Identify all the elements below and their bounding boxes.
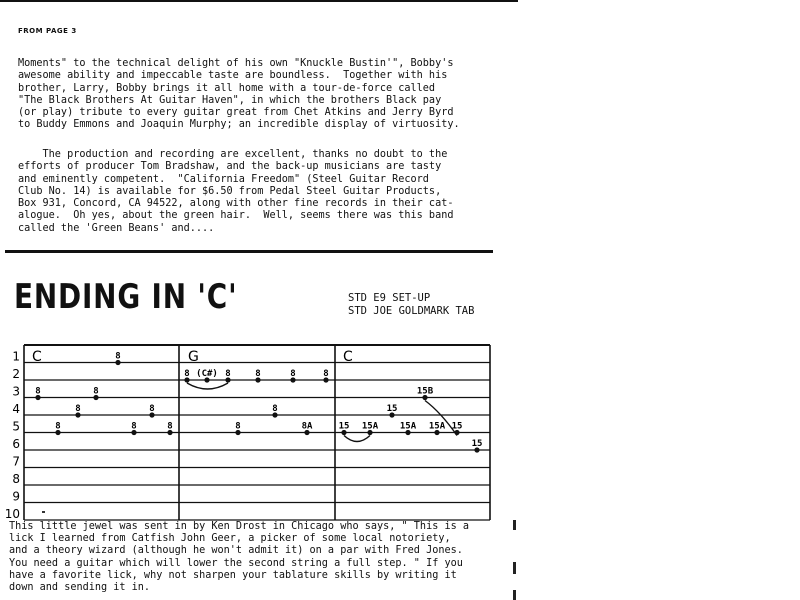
tab-string-number: 6 xyxy=(12,437,20,451)
tab-note-label: 8 xyxy=(272,404,278,414)
tab-note-label: (C#) xyxy=(196,369,218,379)
tab-string-number: 1 xyxy=(12,349,20,364)
page-edge-mark xyxy=(513,562,516,574)
tab-note-label: 8 xyxy=(323,369,329,379)
tab-note-label: 8 xyxy=(149,404,155,414)
tab-note-label: 15 xyxy=(338,421,350,432)
tab-note-label: 8 xyxy=(131,421,137,432)
setup-line-2: STD JOE GOLDMARK TAB xyxy=(348,305,475,317)
tab-string-number: 2 xyxy=(12,367,20,381)
page-edge-mark xyxy=(513,590,516,600)
tab-note-label: 15A xyxy=(361,421,379,432)
stray-mark xyxy=(42,511,45,513)
top-rule xyxy=(0,0,518,2)
lick-title: ENDING IN 'C' xyxy=(14,277,238,317)
setup-line-1: STD E9 SET-UP xyxy=(348,292,431,304)
tab-note-label: 15 xyxy=(451,421,463,432)
tab-string-number: 9 xyxy=(12,489,20,504)
tab-note-label: 8 xyxy=(290,369,296,379)
tab-note-label: 8 xyxy=(75,404,81,414)
tab-note-label: 8 xyxy=(93,386,99,397)
tab-chord-label: C xyxy=(32,349,42,365)
tab-note-label: 15B xyxy=(416,386,434,397)
page-edge-mark xyxy=(513,520,516,530)
article-paragraph-2: The production and recording are excellent, thanks no doubt to the efforts of producer Tom Bradshaw, and the back-up musicians are tasty and eminently competent. "California Freedom" (Steel Guitar Record Club No. 14) is available for $6.50 from Pedal Steel Guitar Products, Box 931, Concord, CA 94522, along with other fine records in their cat- alogue. Oh yes, about the green hair. Well, seems there was this band called the 'Green Beans' and.... xyxy=(18,149,454,234)
tab-note-label: 8 xyxy=(235,421,241,432)
tab-note-label: 15 xyxy=(386,404,398,414)
tab-notes xyxy=(35,352,482,453)
tab-string-number: 5 xyxy=(12,419,20,434)
tab-note-label: 15 xyxy=(471,439,483,449)
tab-string-number: 8 xyxy=(12,472,20,486)
tab-string-number: 3 xyxy=(12,384,20,399)
tab-string-numbers xyxy=(5,350,20,522)
tab-note-label: 8 xyxy=(55,421,61,432)
setup-info xyxy=(348,292,474,318)
tab-note-label: 8A xyxy=(301,421,313,432)
lick-caption: This little jewel was sent in by Ken Drost in Chicago who says, " This is a lick I learned from Catfish John Geer, a picker of some local notoriety, and a theory wizard (although he won't admit it) on a par with Fred Jones. You need a guitar which will lower the second string a full step. " If you have a favorite lick, why not sharpen your tablature skills by writing it down and sending it in. xyxy=(9,521,470,594)
tab-note-label: 8 xyxy=(115,351,121,362)
section-divider xyxy=(5,250,493,253)
tab-slur xyxy=(344,436,370,442)
tab-note-label: 8 xyxy=(167,421,173,432)
tab-note-label: 15A xyxy=(399,421,417,432)
tab-note-label: 8 xyxy=(225,369,231,379)
article-paragraph-1: Moments" to the technical delight of his own "Knuckle Bustin'", Bobby's awesome ability and impeccable taste are boundless. Together with his brother, Larry, Bobby brings it all home with a tour-de-force called "The Black Brothers At Guitar Haven", in which the brothers Black pay (or play) tribute to every guitar great from Chet Atkins and Jerry Byrd to Buddy Emmons and Joaquin Murphy; an incredible display of virtuosity. xyxy=(18,58,460,131)
tab-chord-label: C xyxy=(343,349,353,365)
tab-note-label: 8 xyxy=(255,369,261,379)
tab-note-label: 8 xyxy=(184,369,190,379)
tab-slur xyxy=(187,383,228,389)
tab-note-label: 8 xyxy=(35,386,41,397)
tablature-staff xyxy=(0,335,500,521)
tab-string-number: 7 xyxy=(12,454,20,469)
tab-chord-label: G xyxy=(188,349,199,365)
tab-string-number: 4 xyxy=(12,402,20,416)
tab-string-number: 10 xyxy=(4,507,20,521)
from-page-header: FROM PAGE 3 xyxy=(18,27,77,35)
tab-note-label: 15A xyxy=(428,421,446,432)
